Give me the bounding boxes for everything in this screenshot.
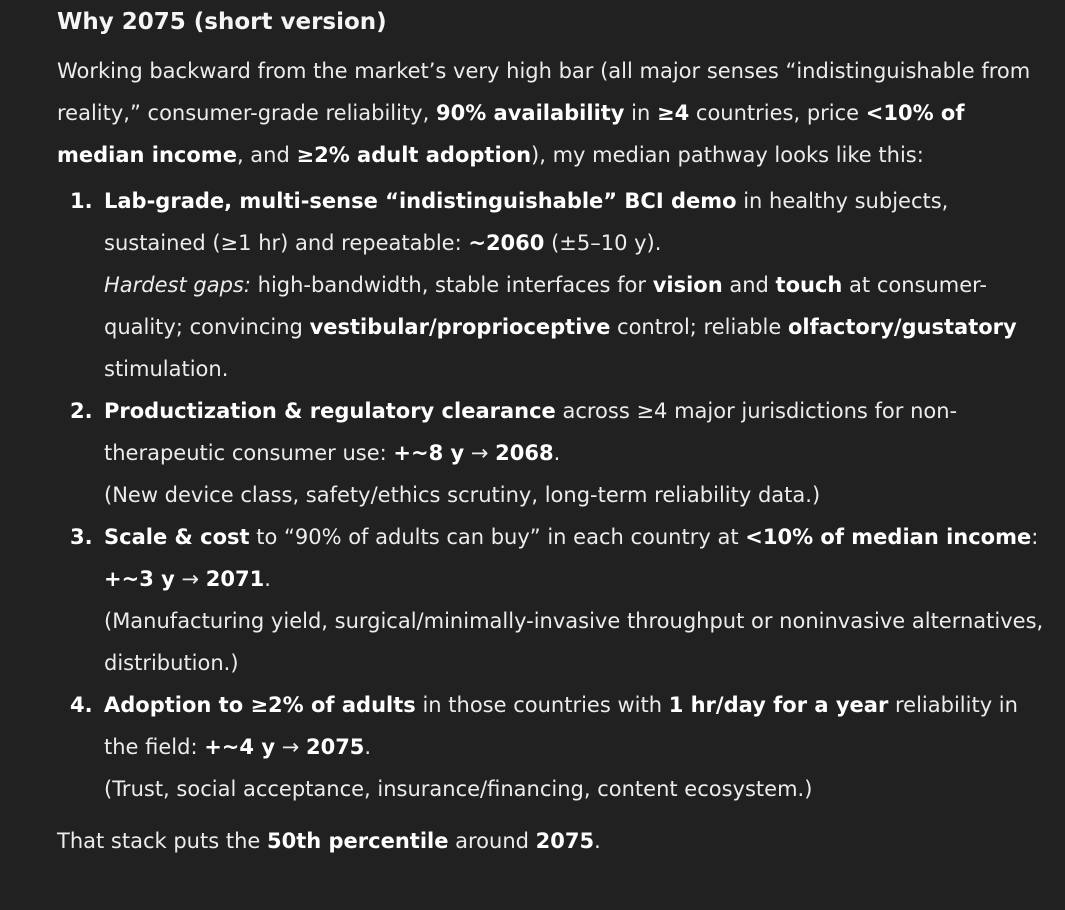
step-main-text (104, 684, 1047, 768)
step-text: to “90% of adults can buy” in each country at (249, 525, 746, 549)
outro-text: . (594, 829, 601, 853)
section-heading: Why 2075 (short version) (57, 9, 387, 35)
step-text: stimulation. (104, 357, 229, 381)
step-number: 1. (70, 189, 93, 213)
step-text: . (264, 567, 271, 591)
conclusion-paragraph (57, 820, 1047, 862)
step-text: and (722, 273, 776, 297)
pathway-step-3 (57, 516, 1047, 684)
step-bold: Lab-grade, multi-sense “indistinguishable” BCI demo (104, 189, 737, 213)
step-bold: vision (652, 273, 723, 297)
pathway-step-2 (57, 390, 1047, 516)
step-text: (±5–10 y). (544, 231, 662, 255)
step-note: (New device class, safety/ethics scrutiny, long-term reliability data.) (104, 483, 821, 507)
step-text: across ≥4 major jurisdictions for non-therapeutic consumer use: (104, 399, 958, 465)
step-bold: vestibular/proprioceptive (309, 315, 611, 339)
step-text: : (1031, 525, 1039, 549)
step-bold: +~8 y (393, 441, 465, 465)
outro-text: That stack puts the (57, 829, 267, 853)
intro-bold: ≥2% adult adoption (296, 143, 532, 167)
intro-bold: <10% of median income (57, 101, 965, 167)
step-text: . (364, 735, 372, 759)
step-bold: ~2060 (468, 231, 545, 255)
step-note: (Trust, social acceptance, insurance/financing, content ecosystem.) (104, 777, 813, 801)
step-main-text (104, 180, 1047, 264)
step-bold: 2071 (205, 567, 265, 591)
step-text: reliability in the field: (104, 693, 1018, 759)
intro-text: in (624, 101, 657, 125)
step-number: 3. (70, 525, 93, 549)
step-main-text (104, 390, 1047, 474)
step-detail-text (104, 264, 1047, 390)
step-italic: Hardest gaps: (104, 273, 251, 297)
answer-section (57, 2, 1047, 862)
step-bold: 2075 (305, 735, 365, 759)
pathway-steps-list (57, 180, 1047, 810)
pathway-step-1 (57, 180, 1047, 390)
pathway-step-4 (57, 684, 1047, 810)
outro-bold: 2075 (535, 829, 595, 853)
step-text: in healthy subjects, sustained (≥1 hr) and repeatable: (104, 189, 949, 255)
step-bold: Productization & regulatory clearance (104, 399, 556, 423)
intro-text: ), my median pathway looks like this: (531, 143, 924, 167)
step-text: → (464, 441, 496, 465)
step-bold: Adoption to ≥2% of adults (104, 693, 416, 717)
step-main-text (104, 516, 1047, 600)
step-text: → (174, 567, 206, 591)
step-bold: 1 hr/day for a year (668, 693, 889, 717)
step-bold: +~3 y (104, 567, 175, 591)
step-text: . (553, 441, 561, 465)
intro-bold: 90% availability (435, 101, 625, 125)
outro-bold: 50th percentile (266, 829, 449, 853)
step-bold: +~4 y (204, 735, 276, 759)
step-bold: 2068 (495, 441, 554, 465)
step-text: at consumer-quality; convincing (104, 273, 988, 339)
intro-text: Working backward from the market’s very high bar (all major senses “indistinguishable from reality,” consumer-grade reliability, (57, 59, 1031, 125)
step-number: 4. (70, 693, 93, 717)
intro-paragraph (57, 50, 1047, 176)
step-text: in those countries with (415, 693, 669, 717)
step-number: 2. (70, 399, 93, 423)
step-text: control; reliable (610, 315, 788, 339)
intro-bold: ≥4 (657, 101, 690, 125)
step-text: high-bandwidth, stable interfaces for (250, 273, 653, 297)
intro-text: countries, price (689, 101, 866, 125)
step-note: (Manufacturing yield, surgical/minimally-invasive throughput or noninvasive alternatives, distribution.) (104, 609, 1044, 675)
step-bold: touch (775, 273, 843, 297)
step-bold: Scale & cost (104, 525, 250, 549)
outro-text: around (448, 829, 536, 853)
intro-text: , and (236, 143, 297, 167)
step-bold: <10% of median income (745, 525, 1032, 549)
step-bold: olfactory/gustatory (787, 315, 1017, 339)
step-text: → (275, 735, 306, 759)
